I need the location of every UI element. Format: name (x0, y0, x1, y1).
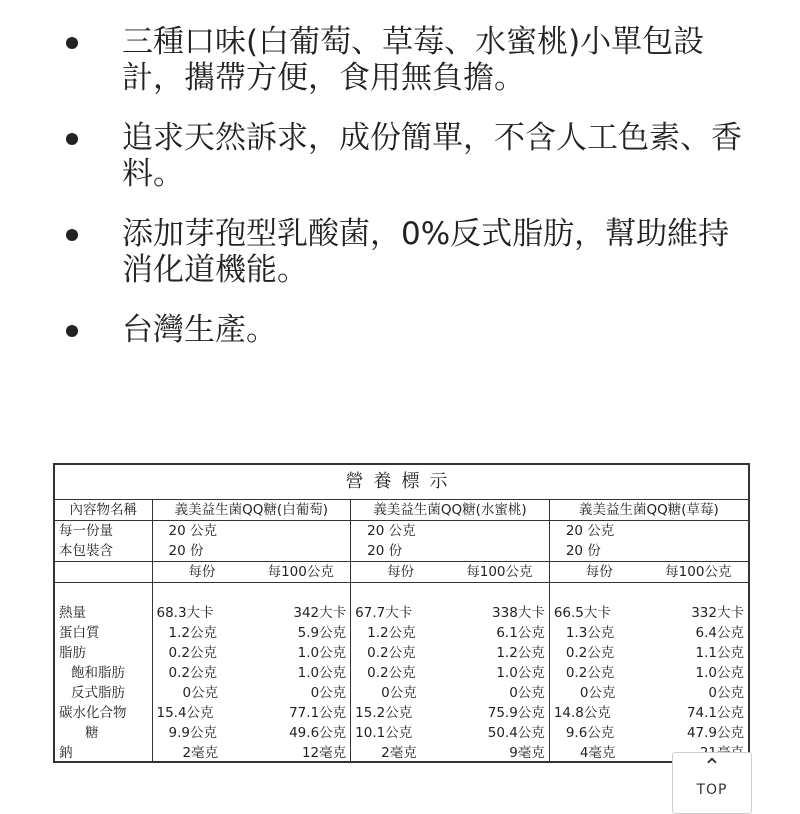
nutrient-value: 9毫克 (450, 743, 549, 763)
per-serving-header: 每份 (152, 562, 251, 583)
nutrient-value: 1.2公克 (450, 643, 549, 663)
nutrient-value: 1.0公克 (251, 643, 350, 663)
nutrition-facts-table (53, 463, 750, 763)
column-header-row (55, 562, 748, 583)
nutrient-value: 1.0公克 (450, 663, 549, 683)
nutrient-value: 75.9公克 (450, 703, 549, 723)
nutrient-value: 15.4公克 (156, 705, 214, 721)
nutrient-value: 66.5大卡 (553, 605, 611, 621)
feature-text: 添加芽孢型乳酸菌，0%反式脂肪，幫助維持消化道機能。 (122, 216, 730, 288)
nutrient-value: 0.2公克 (168, 645, 217, 661)
nutrient-value: 332大卡 (691, 605, 744, 621)
nutrient-label: 蛋白質 (55, 623, 152, 643)
per-serving-header: 每份 (549, 562, 648, 583)
nutrient-value: 338大卡 (450, 603, 549, 623)
nutrient-value: 77.1公克 (251, 703, 350, 723)
feature-item (60, 216, 760, 288)
nutrient-value: 6.1公克 (450, 623, 549, 643)
nutrient-value: 15.2公克 (355, 705, 413, 721)
serving-size: 20 公克 (565, 523, 615, 539)
nutrient-value: 0公克 (579, 685, 616, 701)
nutrient-value: 0.2公克 (367, 645, 416, 661)
nutrient-value: 5.9公克 (251, 623, 350, 643)
nutrient-label: 熱量 (55, 603, 152, 623)
nutrient-value: 0公克 (182, 685, 219, 701)
nutrient-value: 0.2公克 (367, 665, 416, 681)
nutrient-value: 0公克 (251, 683, 350, 703)
per-100g-header: 每100公克 (450, 562, 549, 583)
nutrient-label: 鈉 (55, 743, 152, 763)
nutrient-value: 1.2公克 (367, 625, 416, 641)
nutrient-value: 50.4公克 (450, 723, 549, 743)
serving-size-label: 每一份量 (55, 521, 152, 542)
nutrient-value: 342大卡 (251, 603, 350, 623)
nutrient-value: 9.6公克 (565, 725, 615, 741)
servings-label: 本包裝含 (55, 541, 152, 562)
nutrient-row (55, 723, 748, 743)
chevron-up-icon: ⌃ (702, 755, 722, 780)
blank-cell (55, 562, 152, 583)
nutrient-value: 2毫克 (381, 745, 417, 761)
feature-item (60, 24, 760, 96)
product-name: 義美益生菌QQ糖(白葡萄) (152, 500, 351, 521)
nutrient-value: 0公克 (708, 685, 744, 701)
serving-size-row (55, 521, 748, 542)
product-header-row (55, 500, 748, 521)
feature-text: 台灣生產。 (122, 312, 277, 348)
nutrient-value: 47.9公克 (686, 725, 744, 741)
nutrient-label: 脂肪 (55, 643, 152, 663)
nutrient-row (55, 623, 748, 643)
nutrient-row (55, 743, 748, 763)
nutrient-value: 0公克 (450, 683, 549, 703)
nutrient-value: 0.2公克 (565, 645, 615, 661)
bullet-dot-icon (66, 37, 78, 49)
nutrient-label: 飽和脂肪 (55, 663, 152, 683)
nutrient-row (55, 663, 748, 683)
nutrient-value: 74.1公克 (686, 705, 744, 721)
nutrient-value: 67.7大卡 (355, 605, 413, 621)
bullet-dot-icon (66, 325, 78, 337)
nutrient-value: 0公克 (381, 685, 417, 701)
header-label: 內容物名稱 (55, 500, 152, 521)
feature-text: 三種口味(白葡萄、草莓、水蜜桃)小單包設計，攜帶方便，食用無負擔。 (122, 24, 705, 96)
nutrient-value: 1.3公克 (565, 625, 615, 641)
nutrient-row (55, 683, 748, 703)
nutrient-label: 糖 (55, 723, 152, 743)
feature-text: 追求天然訴求，成份簡單，不含人工色素、香料。 (122, 120, 742, 192)
nutrient-value: 10.1公克 (355, 725, 413, 741)
feature-list (60, 24, 760, 372)
servings-count: 20 份 (549, 541, 748, 562)
nutrient-value: 1.0公克 (251, 663, 350, 683)
servings-count: 20 份 (152, 541, 351, 562)
nutrient-row (55, 703, 748, 723)
bullet-dot-icon (66, 229, 78, 241)
nutrient-value: 1.0公克 (695, 665, 744, 681)
product-name: 義美益生菌QQ糖(水蜜桃) (351, 500, 550, 521)
per-serving-header: 每份 (351, 562, 450, 583)
nutrient-value: 1.1公克 (695, 645, 744, 661)
nutrient-label: 碳水化合物 (55, 703, 152, 723)
nutrition-title: 營養標示 (55, 465, 748, 500)
nutrient-value: 6.4公克 (695, 625, 744, 641)
feature-item (60, 120, 760, 192)
feature-item (60, 312, 760, 348)
back-to-top-button[interactable] (672, 752, 752, 814)
nutrient-value: 4毫克 (579, 745, 616, 761)
nutrient-label: 反式脂肪 (55, 683, 152, 703)
nutrient-value: 2毫克 (182, 745, 219, 761)
back-to-top-label: TOP (696, 782, 728, 798)
serving-size: 20 公克 (351, 521, 550, 542)
nutrient-value: 1.2公克 (168, 625, 217, 641)
nutrition-grid (55, 500, 748, 763)
servings-count: 20 份 (351, 541, 550, 562)
nutrient-row (55, 603, 748, 623)
nutrient-value: 0.2公克 (168, 665, 217, 681)
nutrient-value: 0.2公克 (565, 665, 615, 681)
nutrient-value: 14.8公克 (553, 705, 611, 721)
nutrient-value: 12毫克 (251, 743, 350, 763)
serving-size: 20 公克 (152, 521, 351, 542)
nutrient-value: 49.6公克 (251, 723, 350, 743)
nutrient-value: 9.9公克 (168, 725, 217, 741)
bullet-dot-icon (66, 133, 78, 145)
servings-row (55, 541, 748, 562)
nutrient-row (55, 643, 748, 663)
spacer-row (55, 583, 748, 604)
per-100g-header: 每100公克 (649, 562, 748, 583)
per-100g-header: 每100公克 (251, 562, 350, 583)
product-name: 義美益生菌QQ糖(草莓) (549, 500, 748, 521)
nutrient-value: 68.3大卡 (156, 605, 214, 621)
